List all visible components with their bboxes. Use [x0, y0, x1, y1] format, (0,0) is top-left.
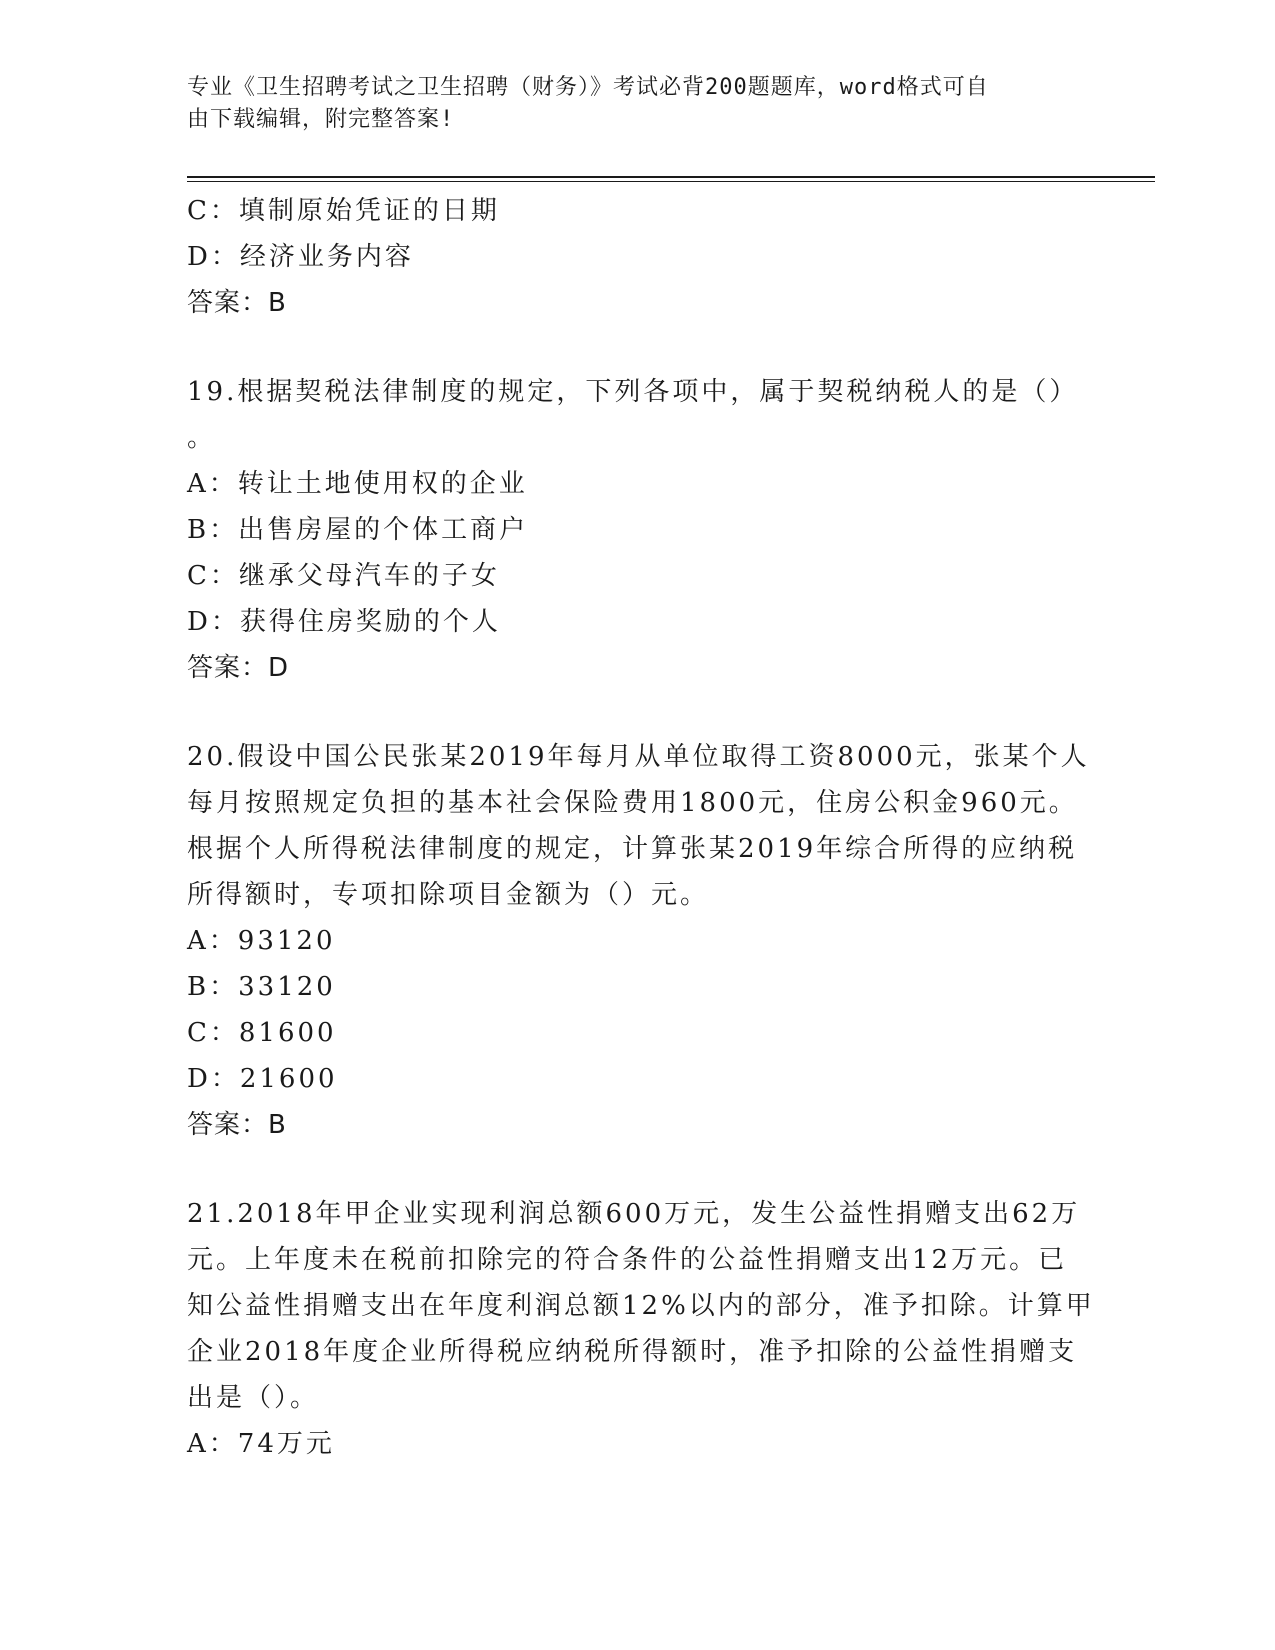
spacer	[187, 326, 1087, 369]
answer: 答案：D	[187, 653, 290, 683]
question-stem: 所得额时，专项扣除项目金额为（）元。	[187, 880, 710, 910]
question-21	[187, 1191, 1095, 1467]
option-b: B：出售房屋的个体工商户	[187, 515, 529, 545]
option-b: B：33120	[187, 972, 336, 1002]
answer: 答案：B	[187, 1110, 287, 1140]
option-c: C：填制原始凭证的日期	[187, 196, 500, 226]
question-19	[187, 369, 1087, 691]
question-list	[187, 188, 1095, 1467]
question-stem: 根据个人所得税法律制度的规定，计算张某2019年综合所得的应纳税	[187, 834, 1078, 864]
question-stem: 出是（）。	[187, 1383, 320, 1413]
spacer	[187, 691, 1087, 734]
header-divider-thick	[187, 176, 1155, 178]
header-divider-thin	[187, 181, 1155, 182]
option-c: C：继承父母汽车的子女	[187, 561, 500, 591]
option-a: A：93120	[187, 926, 336, 956]
option-d: D：经济业务内容	[187, 242, 414, 272]
option-d: D：21600	[187, 1064, 338, 1094]
question-stem: 20.假设中国公民张某2019年每月从单位取得工资8000元，张某个人	[187, 742, 1090, 772]
question-stem: 19.根据契税法律制度的规定，下列各项中，属于契税纳税人的是（）	[187, 377, 1079, 407]
question-stem: 每月按照规定负担的基本社会保险费用1800元，住房公积金960元。	[187, 788, 1078, 818]
document-header	[187, 72, 1067, 136]
option-d: D：获得住房奖励的个人	[187, 607, 501, 637]
spacer	[187, 1148, 1087, 1191]
option-c: C：81600	[187, 1018, 337, 1048]
option-a: A：74万元	[187, 1429, 335, 1459]
question-stem: 21.2018年甲企业实现利润总额600万元，发生公益性捐赠支出62万	[187, 1199, 1081, 1229]
question-stem: 知公益性捐赠支出在年度利润总额12%以内的部分，准予扣除。计算甲	[187, 1291, 1095, 1321]
question-stem: 。	[187, 423, 217, 453]
question-stem: 企业2018年度企业所得税应纳税所得额时，准予扣除的公益性捐赠支	[187, 1337, 1078, 1367]
question-stem: 元。上年度未在税前扣除完的符合条件的公益性捐赠支出12万元。已	[187, 1245, 1068, 1275]
header-line-1: 专业《卫生招聘考试之卫生招聘（财务）》考试必背200题题库，word格式可自	[187, 75, 989, 100]
answer: 答案：B	[187, 288, 287, 318]
option-a: A：转让土地使用权的企业	[187, 469, 528, 499]
header-line-2: 由下载编辑，附完整答案!	[187, 107, 455, 132]
question-18-tail	[187, 188, 1087, 326]
question-20	[187, 734, 1090, 1148]
